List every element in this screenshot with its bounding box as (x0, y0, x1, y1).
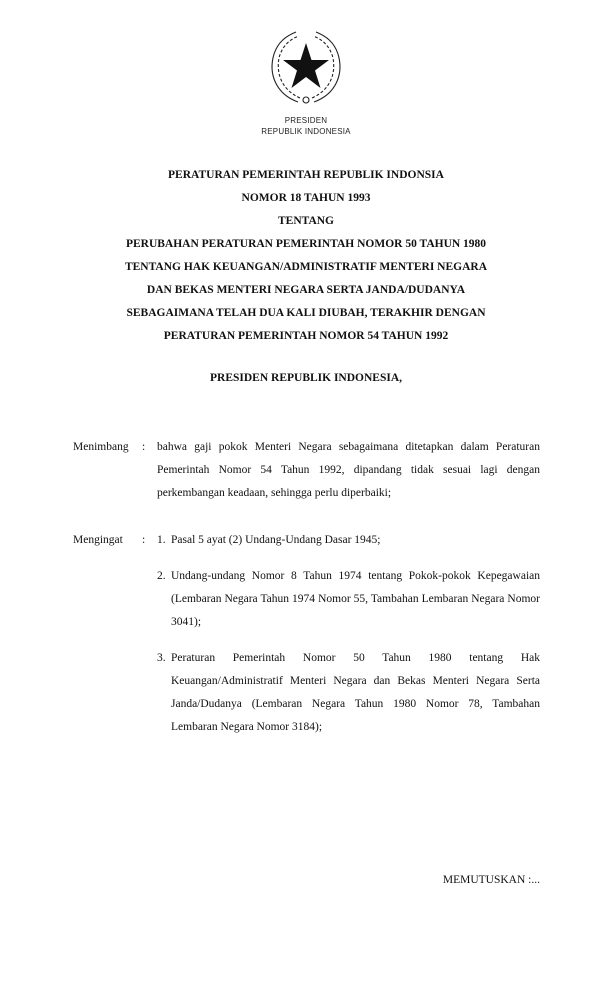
title-line: NOMOR 18 TAHUN 1993 (241, 192, 371, 204)
menimbang-colon: : (142, 441, 146, 453)
mengingat-item (157, 647, 540, 739)
title-line: PERATURAN PEMERINTAH REPUBLIK INDONSIA (168, 169, 444, 181)
document-title (60, 164, 552, 348)
title-line: DAN BEKAS MENTERI NEGARA SERTA JANDA/DUDANYA (146, 284, 466, 296)
menimbang-label: Menimbang (73, 441, 129, 453)
title-line: TENTANG (277, 215, 335, 227)
memutuskan-continuation: MEMUTUSKAN :... (442, 874, 540, 886)
item-text: Undang-undang Nomor 8 Tahun 1974 tentang Pokok-pokok Kepegawaian (Lembaran Negara Tahun 1974 Nomor 55, Tambahan Lembaran Negara Nomor 3041); (171, 570, 540, 628)
item-text: Peraturan Pemerintah Nomor 50 Tahun 1980 tentang Hak Keuangan/Administratif Menteri Negara dan Bekas Menteri Negara Serta Janda/Dudanya (Lembaran Negara Tahun 1980 Nomor 78, Tambahan Lembaran Negara Nomor 3184); (171, 652, 540, 733)
mengingat-item (157, 529, 540, 552)
garuda-star-emblem (266, 28, 346, 108)
title-line: TENTANG HAK KEUANGAN/ADMINISTRATIF MENTERI NEGARA (124, 261, 488, 273)
item-number: 3. (157, 652, 166, 664)
item-number: 2. (157, 570, 166, 582)
title-line: PERATURAN PEMERINTAH NOMOR 54 TAHUN 1992 (163, 330, 449, 342)
item-text: Pasal 5 ayat (2) Undang-Undang Dasar 1945; (171, 534, 381, 546)
title-line: PERUBAHAN PERATURAN PEMERINTAH NOMOR 50 TAHUN 1980 (125, 238, 487, 250)
president-heading: PRESIDEN REPUBLIK INDONESIA, (209, 372, 403, 384)
item-number: 1. (157, 534, 166, 546)
seal-caption-presiden: PRESIDEN (284, 116, 328, 125)
mengingat-item (157, 565, 540, 634)
title-line: SEBAGAIMANA TELAH DUA KALI DIUBAH, TERAKHIR DENGAN (126, 307, 486, 319)
mengingat-colon: : (142, 534, 146, 546)
menimbang-text: bahwa gaji pokok Menteri Negara sebagaimana ditetapkan dalam Peraturan Pemerintah Nomor 54 Tahun 1992, dipandang tidak sesuai lagi dengan perkembangan keadaan, sehingga perlu diperbaiki; (157, 441, 540, 499)
seal-caption-republik: REPUBLIK INDONESIA (261, 127, 351, 136)
mengingat-label: Mengingat (73, 534, 123, 546)
